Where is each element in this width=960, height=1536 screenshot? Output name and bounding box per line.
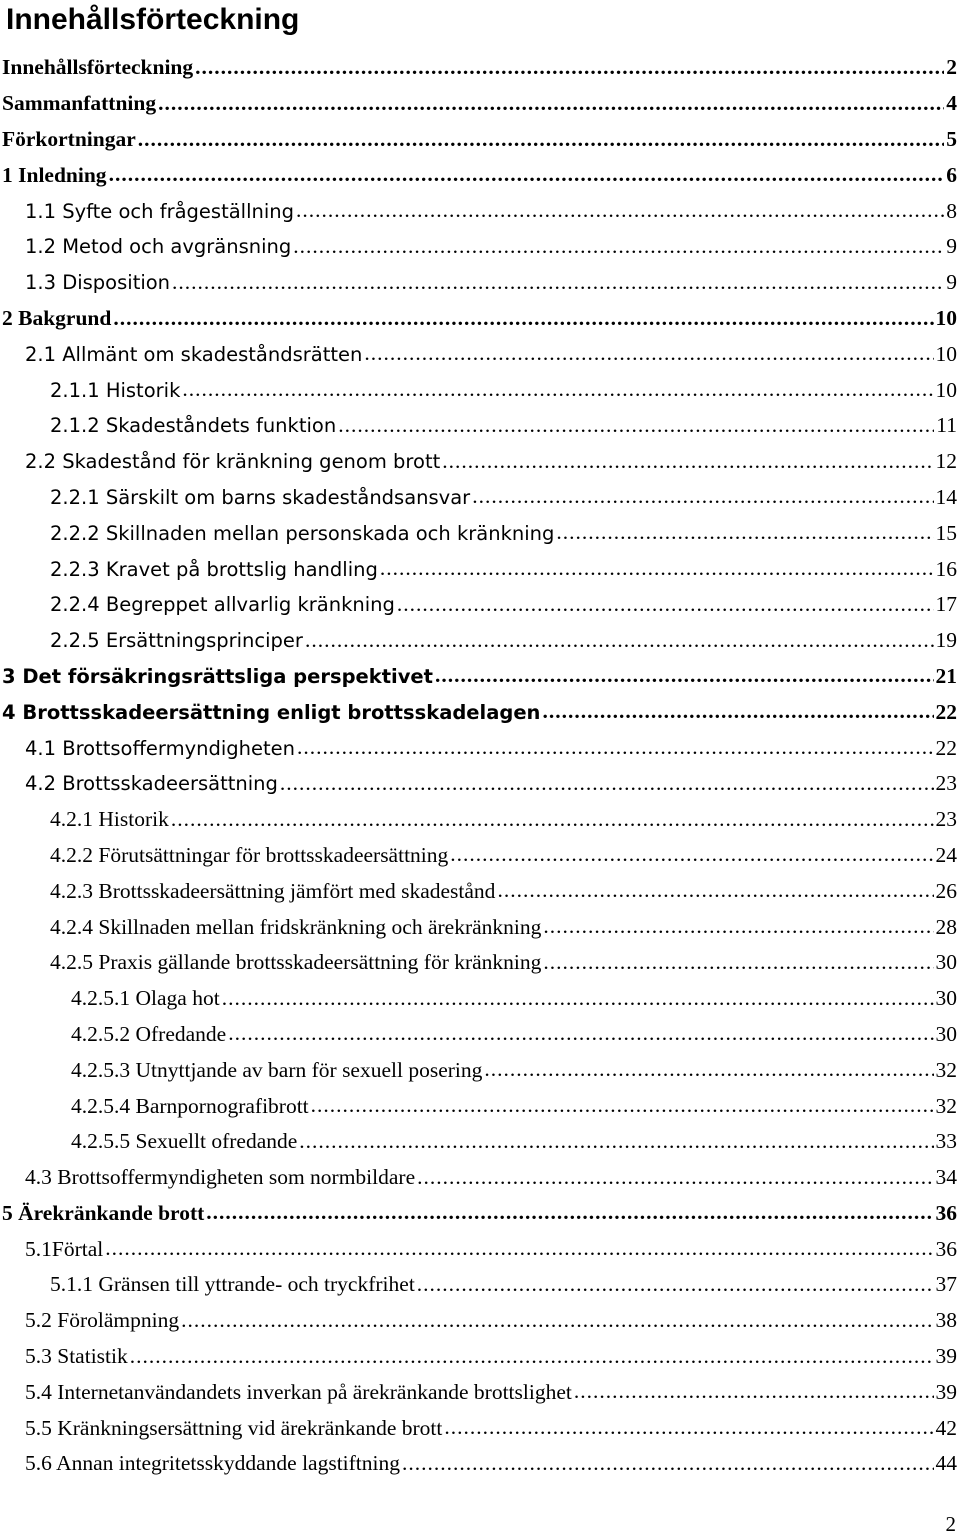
dot-leader <box>497 877 933 905</box>
toc-entry-page: 21 <box>935 663 957 688</box>
toc-entry[interactable] <box>0 301 960 337</box>
toc-entry[interactable] <box>0 336 960 372</box>
toc-entry-title: 4.3 Brottsoffermyndigheten som normbildare <box>25 1165 416 1190</box>
toc-entry[interactable] <box>0 1267 960 1303</box>
toc-entry-title: 2.2.3 Kravet på brottslig handling <box>50 557 378 581</box>
toc-entry-page: 5 <box>946 126 957 151</box>
dot-leader <box>338 412 934 440</box>
toc-entry-title: 2.2.1 Särskilt om barns skadeståndsansvar <box>50 485 471 509</box>
toc-entry-page: 22 <box>935 735 957 760</box>
toc-entry-title: 4.2.1 Historik <box>50 807 169 832</box>
toc-entry-title: 1 Inledning <box>2 162 107 187</box>
toc-entry-title: 4.2.5.1 Olaga hot <box>71 986 220 1011</box>
toc-entry[interactable] <box>0 193 960 229</box>
toc-entry[interactable] <box>0 122 960 158</box>
dot-leader <box>158 90 944 118</box>
page-title: Innehållsförteckning <box>6 3 300 36</box>
dot-leader <box>171 806 934 834</box>
toc-entry-title: 2.2.4 Begreppet allvarlig kränkning <box>50 593 395 617</box>
dot-leader <box>113 305 933 333</box>
toc-entry[interactable] <box>0 444 960 480</box>
toc-entry-page: 36 <box>935 1236 957 1261</box>
toc-entry-title: 2.2 Skadestånd för kränkning genom brott <box>25 450 441 474</box>
toc-entry-title: 4.2.5.5 Sexuellt ofredande <box>71 1129 298 1154</box>
toc-entry[interactable] <box>0 1052 960 1088</box>
dot-leader <box>206 1199 933 1227</box>
toc-entry[interactable] <box>0 157 960 193</box>
toc-entry-page: 11 <box>936 413 957 438</box>
toc-entry-title: 5.5 Kränkningsersättning vid ärekränkande brott <box>25 1415 443 1440</box>
toc-entry-title: 4.2.5.3 Utnyttjande av barn för sexuell posering <box>71 1057 483 1082</box>
toc-entry-page: 17 <box>935 592 957 617</box>
dot-leader <box>442 448 933 476</box>
toc-entry-page: 16 <box>935 556 957 581</box>
toc-entry-title: 5.6 Annan integritetsskyddande lagstiftning <box>25 1451 401 1476</box>
toc-entry-title: 1.2 Metod och avgränsning <box>25 235 292 259</box>
toc-entry-title: 1.1 Syfte och frågeställning <box>25 199 295 223</box>
toc-entry-page: 22 <box>935 699 957 724</box>
dot-leader <box>228 1020 933 1048</box>
dot-leader <box>435 662 934 690</box>
dot-leader <box>305 627 934 655</box>
toc-entry-page: 36 <box>935 1200 957 1225</box>
toc-entry[interactable] <box>0 659 960 695</box>
toc-entry[interactable] <box>0 515 960 551</box>
toc-entry-page: 19 <box>935 628 957 653</box>
dot-leader <box>311 1092 934 1120</box>
toc-entry[interactable] <box>0 1339 960 1375</box>
toc-entry-title: 5 Ärekränkande brott <box>2 1200 205 1225</box>
dot-leader <box>556 519 933 547</box>
toc-entry-page: 32 <box>935 1057 957 1082</box>
toc-entry[interactable] <box>0 838 960 874</box>
toc-entry-title: 4.1 Brottsoffermyndigheten <box>25 736 296 760</box>
toc-entry[interactable] <box>0 587 960 623</box>
toc-entry[interactable] <box>0 1374 960 1410</box>
toc-entry[interactable] <box>0 873 960 909</box>
dot-leader <box>293 233 944 261</box>
toc-entry[interactable] <box>0 551 960 587</box>
toc-entry-title: 5.3 Statistik <box>25 1344 128 1369</box>
dot-leader <box>472 483 933 511</box>
toc-entry-page: 34 <box>935 1165 957 1190</box>
toc-entry[interactable] <box>0 802 960 838</box>
toc-entry-page: 10 <box>935 341 957 366</box>
dot-leader <box>402 1450 933 1478</box>
dot-leader <box>444 1414 933 1442</box>
dot-leader <box>397 591 934 619</box>
toc-entry[interactable] <box>0 408 960 444</box>
toc-entry-title: 2 Bakgrund <box>2 305 112 330</box>
toc-entry-page: 44 <box>935 1451 957 1476</box>
toc-entry-page: 37 <box>935 1272 957 1297</box>
toc-entry-page: 24 <box>935 842 957 867</box>
toc-entry-title: 2.2.2 Skillnaden mellan personskada och kränkning <box>50 521 555 545</box>
toc-entry-page: 33 <box>935 1129 957 1154</box>
toc-entry-title: 5.4 Internetanvändandets inverkan på ärekränkande brottslighet <box>25 1379 572 1404</box>
dot-leader <box>450 841 933 869</box>
toc-entry-page: 39 <box>935 1344 957 1369</box>
toc-entry[interactable] <box>0 1088 960 1124</box>
dot-leader <box>172 269 944 297</box>
toc-entry-page: 28 <box>935 914 957 939</box>
toc-entry[interactable] <box>0 1017 960 1053</box>
toc-entry-page: 15 <box>935 520 957 545</box>
toc-entry[interactable] <box>0 1160 960 1196</box>
toc-entry-title: 4 Brottsskadeersättning enligt brottsskadelagen <box>2 700 541 724</box>
toc-entry-title: Sammanfattning <box>2 91 157 116</box>
page-number: 2 <box>945 1512 956 1536</box>
toc-entry-title: Innehållsförteckning <box>2 55 194 80</box>
toc-entry-page: 9 <box>946 270 957 295</box>
dot-leader <box>364 340 933 368</box>
dot-leader <box>182 376 933 404</box>
dot-leader <box>195 54 944 82</box>
dot-leader <box>543 913 933 941</box>
toc-entry-title: Förkortningar <box>2 126 136 151</box>
dot-leader <box>574 1378 934 1406</box>
dot-leader <box>417 1271 934 1299</box>
toc-entry[interactable] <box>0 623 960 659</box>
dot-leader <box>105 1235 933 1263</box>
toc-entry[interactable] <box>0 981 960 1017</box>
dot-leader <box>130 1343 934 1371</box>
toc-entry-page: 23 <box>935 771 957 796</box>
toc-entry-title: 2.1 Allmänt om skadeståndsrätten <box>25 342 363 366</box>
toc-entry[interactable] <box>0 730 960 766</box>
toc-entry-page: 23 <box>935 807 957 832</box>
dot-leader <box>380 555 934 583</box>
toc-entry[interactable] <box>0 480 960 516</box>
toc-entry-page: 2 <box>946 55 957 80</box>
toc-entry-title: 3 Det försäkringsrättsliga perspektivet <box>2 664 433 688</box>
dot-leader <box>299 1128 933 1156</box>
toc-entry[interactable] <box>0 372 960 408</box>
dot-leader <box>222 985 934 1013</box>
toc-entry[interactable] <box>0 1446 960 1482</box>
toc-entry-page: 30 <box>935 950 957 975</box>
toc-entry[interactable] <box>0 945 960 981</box>
table-of-contents <box>0 50 960 1482</box>
toc-entry-title: 2.2.5 Ersättningsprinciper <box>50 629 303 653</box>
toc-entry-page: 26 <box>935 878 957 903</box>
toc-entry[interactable] <box>0 909 960 945</box>
toc-entry-title: 4.2.5.2 Ofredande <box>71 1021 227 1046</box>
dot-leader <box>543 949 933 977</box>
toc-entry-title: 5.1.1 Gränsen till yttrande- och tryckfrihet <box>50 1272 415 1297</box>
dot-leader <box>417 1164 933 1192</box>
toc-entry[interactable] <box>0 229 960 265</box>
toc-entry[interactable] <box>0 50 960 86</box>
toc-entry-title: 2.1.2 Skadeståndets funktion <box>50 414 337 438</box>
toc-entry-page: 6 <box>946 162 957 187</box>
toc-entry[interactable] <box>0 766 960 802</box>
toc-entry-title: 4.2.3 Brottsskadeersättning jämfört med skadestånd <box>50 878 496 903</box>
dot-leader <box>280 770 934 798</box>
toc-entry-title: 1.3 Disposition <box>25 271 171 295</box>
toc-entry[interactable] <box>0 86 960 122</box>
toc-entry[interactable] <box>0 1303 960 1339</box>
toc-entry-title: 4.2 Brottsskadeersättning <box>25 772 278 796</box>
toc-entry-page: 38 <box>935 1308 957 1333</box>
toc-entry-title: 4.2.4 Skillnaden mellan fridskränkning och ärekränkning <box>50 914 542 939</box>
toc-entry-page: 14 <box>935 484 957 509</box>
toc-entry-page: 8 <box>946 198 957 223</box>
toc-entry-page: 10 <box>935 305 957 330</box>
dot-leader <box>484 1056 933 1084</box>
toc-entry-page: 9 <box>946 234 957 259</box>
toc-entry-page: 10 <box>935 377 957 402</box>
toc-entry-title: 4.2.5 Praxis gällande brottsskadeersättning för kränkning <box>50 950 542 975</box>
toc-entry-page: 30 <box>935 1021 957 1046</box>
toc-entry-page: 12 <box>935 449 957 474</box>
toc-entry[interactable] <box>0 265 960 301</box>
toc-entry-title: 5.2 Förolämpning <box>25 1308 180 1333</box>
dot-leader <box>138 126 944 154</box>
toc-entry-page: 39 <box>935 1379 957 1404</box>
dot-leader <box>542 698 933 726</box>
toc-entry-title: 4.2.2 Förutsättningar för brottsskadeersättning <box>50 842 449 867</box>
toc-entry[interactable] <box>0 1196 960 1232</box>
toc-entry-page: 32 <box>935 1093 957 1118</box>
toc-entry-title: 5.1Förtal <box>25 1236 104 1261</box>
toc-entry[interactable] <box>0 694 960 730</box>
dot-leader <box>296 197 944 225</box>
dot-leader <box>297 734 933 762</box>
toc-entry-page: 30 <box>935 986 957 1011</box>
dot-leader <box>109 161 945 189</box>
toc-entry-page: 42 <box>935 1415 957 1440</box>
toc-entry-page: 4 <box>946 91 957 116</box>
toc-entry[interactable] <box>0 1410 960 1446</box>
toc-entry[interactable] <box>0 1231 960 1267</box>
toc-entry[interactable] <box>0 1124 960 1160</box>
dot-leader <box>181 1307 933 1335</box>
toc-entry-title: 4.2.5.4 Barnpornografibrott <box>71 1093 309 1118</box>
toc-entry-title: 2.1.1 Historik <box>50 378 181 402</box>
